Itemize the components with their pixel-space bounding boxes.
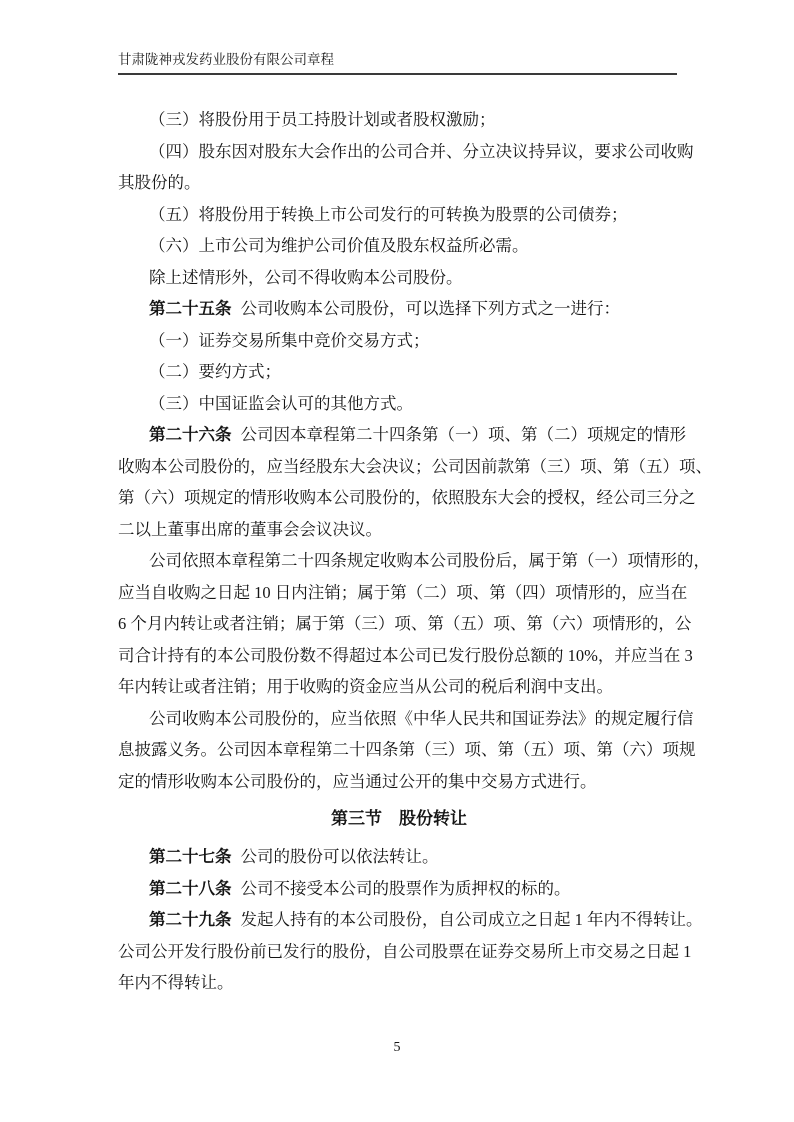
line-text: （六）上市公司为维护公司价值及股东权益所必需。	[149, 236, 529, 255]
article-number: 第二十五条	[149, 299, 232, 318]
document-line	[118, 199, 680, 231]
line-text: 公司的股份可以依法转让。	[240, 847, 439, 866]
document-body	[118, 104, 712, 999]
document-line	[118, 873, 680, 905]
line-text: 公司因本章程第二十四条第（一）项、第（二）项规定的情形	[240, 425, 686, 444]
document-line	[118, 967, 680, 999]
document-line	[118, 482, 696, 514]
line-text: 其股份的。	[118, 173, 201, 192]
page-header	[118, 52, 677, 75]
line-text: （三）中国证监会认可的其他方式。	[149, 393, 413, 413]
line-text: 第（六）项规定的情形收购本公司股份的，依照股东大会的授权，经公司三分之	[118, 488, 696, 507]
document-line	[118, 325, 680, 357]
article-number: 第二十七条	[149, 847, 232, 866]
document-line	[118, 841, 680, 873]
line-text: 公司收购本公司股份，可以选择下列方式之一进行：	[240, 299, 620, 318]
line-text: 应当自收购之日起 10 日内注销；属于第（二）项、第（四）项情形的，应当在	[118, 582, 688, 602]
line-text: （五）将股份用于转换上市公司发行的可转换为股票的公司债券；	[149, 204, 628, 224]
document-line	[118, 734, 696, 766]
document-line	[118, 262, 680, 294]
line-text: 第三节 股份转让	[331, 809, 467, 828]
line-text: 6 个月内转让或者注销；属于第（三）项、第（五）项、第（六）项情形的，公	[118, 614, 692, 633]
section-heading	[118, 797, 680, 841]
document-line	[118, 104, 680, 136]
document-line	[118, 545, 710, 577]
line-text: 收购本公司股份的，应当经股东大会决议；公司因前款第（三）项、第（五）项、	[118, 456, 712, 476]
document-line	[118, 577, 688, 609]
document-line	[118, 766, 680, 798]
line-text: 息披露义务。公司因本章程第二十四条第（三）项、第（五）项、第（六）项规	[118, 740, 696, 759]
document-line	[118, 671, 680, 703]
document-line	[118, 167, 680, 199]
page-footer	[0, 1038, 794, 1058]
document-line	[118, 936, 692, 968]
line-text: （四）股东因对股东大会作出的公司合并、分立决议持异议，要求公司收购	[149, 141, 694, 161]
document-line	[118, 356, 680, 388]
document-line	[118, 640, 693, 672]
document-line	[118, 293, 680, 325]
line-text: 发起人持有的本公司股份，自公司成立之日起 1 年内不得转让。	[240, 910, 703, 929]
document-line	[118, 703, 694, 735]
line-text: 除上述情形外，公司不得收购本公司股份。	[149, 267, 463, 287]
line-text: 公司收购本公司股份的，应当依照《中华人民共和国证券法》的规定履行信	[149, 708, 694, 728]
line-text: 公司依照本章程第二十四条规定收购本公司股份后，属于第（一）项情形的，	[149, 551, 710, 570]
line-text: （二）要约方式；	[149, 362, 281, 381]
line-text: 公司不接受本公司的股票作为质押权的标的。	[240, 878, 571, 898]
document-line	[118, 451, 712, 483]
article-number: 第二十九条	[149, 910, 232, 929]
line-text: 年内不得转让。	[118, 973, 234, 992]
line-text: 司合计持有的本公司股份数不得超过本公司已发行股份总额的 10%，并应当在 3	[118, 645, 693, 665]
line-text: 公司公开发行股份前已发行的股份，自公司股票在证券交易所上市交易之日起 1	[118, 941, 692, 961]
document-line	[118, 136, 694, 168]
article-number: 第二十八条	[149, 878, 232, 898]
line-text: （一）证券交易所集中竞价交易方式；	[149, 330, 430, 350]
line-text: 年内转让或者注销；用于收购的资金应当从公司的税后利润中支出。	[118, 677, 613, 696]
document-line	[118, 230, 680, 262]
document-line	[118, 514, 680, 546]
article-number: 第二十六条	[149, 425, 232, 444]
document-line	[118, 419, 686, 451]
line-text: 定的情形收购本公司股份的，应当通过公开的集中交易方式进行。	[118, 771, 597, 791]
document-line	[118, 388, 680, 420]
header-title: 甘肃陇神戎发药业股份有限公司章程	[118, 52, 334, 67]
line-text: 二以上董事出席的董事会会议决议。	[118, 519, 382, 539]
line-text: （三）将股份用于员工持股计划或者股权激励；	[149, 110, 496, 129]
document-line	[118, 904, 703, 936]
document-line	[118, 608, 692, 640]
page-number: 5	[393, 1040, 401, 1055]
